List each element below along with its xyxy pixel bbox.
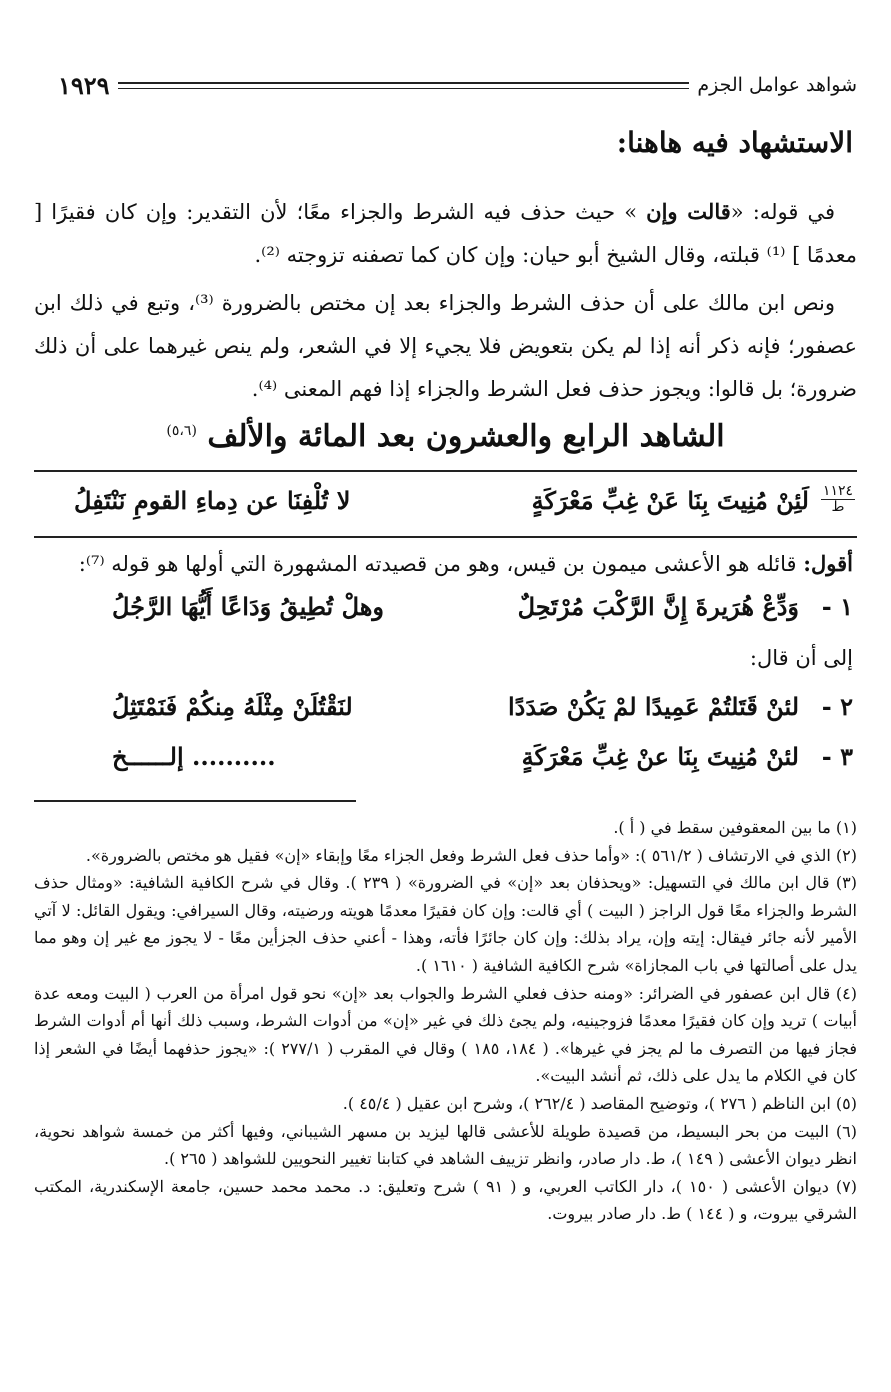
- footnotes: [34, 814, 857, 1228]
- verse-index: ١ -: [821, 592, 853, 621]
- paragraph-istishhad: [34, 190, 857, 277]
- aqul-text: قائله هو الأعشى ميمون بن قيس، وهو من قصيدته المشهورة التي أولها هو قوله ⁽⁷⁾:: [78, 552, 804, 576]
- main-verse: [34, 478, 857, 532]
- hemistich-first: لَئِنْ مُنِيتَ بِنَا عَنْ غِبِّ مَعْرَكَةٍ: [531, 486, 809, 515]
- transition-text: إلى أن قال:: [749, 646, 853, 670]
- page-number: ١٩٢٩: [58, 70, 110, 100]
- verse-rule-top: [34, 470, 857, 472]
- shahid-footnote-refs: (٥،٦): [166, 423, 197, 439]
- paragraph-ibn-malik: [34, 282, 857, 411]
- header-rule: [118, 82, 690, 89]
- verse-index: ٢ -: [821, 692, 853, 721]
- footnote-separator: [34, 800, 356, 802]
- hemistich-second: .......... إلــــــخ: [112, 742, 276, 771]
- para-rest: » حيث حذف فيه الشرط والجزاء معًا؛ لأن التقدير: وإن كان فقيرًا [ معدمًا ] ⁽¹⁾ قبلته، وقال الشيخ أبو حيان: وإن كان كما تصفنه تزوجته ⁽²⁾.: [34, 200, 857, 267]
- hemistich-second: وهلْ تُطِيقُ وَدَاعًا أَيُّهَا الرَّجُلُ: [112, 592, 385, 621]
- hemistich-first: وَدِّعْ هُرَيرةَ إِنَّ الرَّكْبَ مُرْتَحِلٌ: [517, 592, 799, 621]
- hemistich-first: لئنْ مُنِيتَ بِنَا عنْ غِبِّ مَعْرَكَةٍ: [521, 742, 799, 771]
- footnote: (٢) الذي في الارتشاف ( ٥٦١/٢ ): «وأما حذف فعل الشرط وفعل الجزاء معًا وإبقاء «إن» فقيل هو مختص بالضرورة».: [85, 845, 857, 865]
- footnote: (٧) ديوان الأعشى ( ١٥٠ )، دار الكاتب العربي، و ( ٩١ ) شرح وتعليق: د. محمد محمد حسين، جامعة الإسكندرية، المكتب الشرقي بيروت، و ( ١٤٤ ) ط. دار صادر بيروت.: [34, 1176, 857, 1224]
- verse-meter: ط: [831, 499, 845, 515]
- poem-verse: [34, 738, 857, 778]
- shahid-heading: [60, 419, 831, 454]
- verse-index: ٣ -: [821, 742, 853, 771]
- footnote: (٦) البيت من بحر البسيط، من قصيدة طويلة للأعشى قالها ليزيد بن مسهر الشيباني، وفيها أكثر من خمسة شواهد نحوية، انظر ديوان الأعشى ( ١٤٩ )، ط. دار صادر، وانظر تزييف الشاهد في كتابنا تغيير النحويين للشواهد ( ٢٦٥ ).: [34, 1121, 857, 1169]
- verse-number: ١١٢٤: [822, 483, 853, 499]
- verse-rule-bottom: [34, 536, 857, 538]
- poem-verse: [34, 688, 857, 728]
- shahid-title: الشاهد الرابع والعشرون بعد المائة والألف: [207, 419, 725, 454]
- footnote: (٤) قال ابن عصفور في الضرائر: «ومنه حذف فعلي الشرط والجواب بعد «إن» نحو قول امرأة من العرب ( البيت ومعه عدة أبيات ) تريد وإن كان فقيرًا معدمًا فزوجينيه، ولم يجئ ذلك في غير «إن» من أدوات الشرط، وسبب ذلك أنها أم أدوات الشرط فجاز فيها من التصرف ما لم يجز في غيرها». ( ١٨٤، ١٨٥ ) وقال في المقرب ( ٢٧٧/١ ): «يجوز حذفهما أيضًا في الشعر إذا كان في الكلام ما يدل على ذلك، ثم أنشد البيت».: [34, 983, 857, 1086]
- aqul-paragraph: [34, 548, 853, 580]
- hemistich-second: لا تُلْفِنَا عن دِماءِ القومِ نَنْتَفِلُ: [74, 486, 351, 515]
- running-title: شواهد عوامل الجزم: [697, 74, 857, 96]
- aqul-label: أقول:: [803, 551, 853, 576]
- hemistich-second: لنَقْتُلَنْ مِثْلَهُ مِنكُمْ فَنَمْتَثِلُ: [112, 692, 353, 721]
- paragraph-text: [34, 190, 857, 277]
- footnote: (٣) قال ابن مالك في التسهيل: «ويحذفان بعد «إن» في الضرورة» ( ٢٣٩ ). وقال في شرح الكافية الشافية: «ومثال حذف الشرط والجزاء معًا قول الراجز ( البيت ) أي قالت: وإن كان فقيرًا معدمًا هويته ورضيته، وقال السيرافي: ويقول القائل: لا آتي الأمير لأنه جائر فيقال: إيته وإن، يراد بذلك: وإن كان جائرًا فأته، وهذا - أعني حذف الجزأين معًا - لا يجوز مع غير إن وهو مما يدل على أصالتها في باب المجازاة» شرح الكافية الشافية ( ١٦١٠ ).: [34, 873, 857, 975]
- paragraph-text: ونص ابن مالك على أن حذف الشرط والجزاء بعد إن مختص بالضرورة ⁽³⁾، وتبع في ذلك ابن عصفور؛ فإنه ذكر أنه إذا لم يكن بتعويض فلا يجيء إلا في الشعر، ولم ينص غيرهما على أن ذلك ضرورة؛ بل قالوا: ويجوز حذف فعل الشرط والجزاء إذا فهم المعنى ⁽⁴⁾.: [34, 291, 857, 401]
- poem-verse: [34, 588, 857, 628]
- footnote: (٥) ابن الناظم ( ٢٧٦ )، وتوضيح المقاصد ( ٢٦٢/٤ )، وشرح ابن عقيل ( ٤٥/٤ ).: [342, 1093, 857, 1113]
- section-heading: الاستشهاد فيه هاهنا:: [616, 126, 853, 159]
- footnote: (١) ما بين المعقوفين سقط في ( أ ).: [613, 818, 857, 837]
- running-header: [58, 68, 857, 102]
- para-prefix: في قوله: «: [730, 200, 836, 224]
- hemistich-first: لئنْ قَتَلتُمْ عَمِيدًا لمْ يَكُنْ صَدَدًا: [508, 692, 799, 721]
- verse-number-box: [821, 484, 855, 515]
- quoted-phrase: قالت وإن: [646, 199, 731, 224]
